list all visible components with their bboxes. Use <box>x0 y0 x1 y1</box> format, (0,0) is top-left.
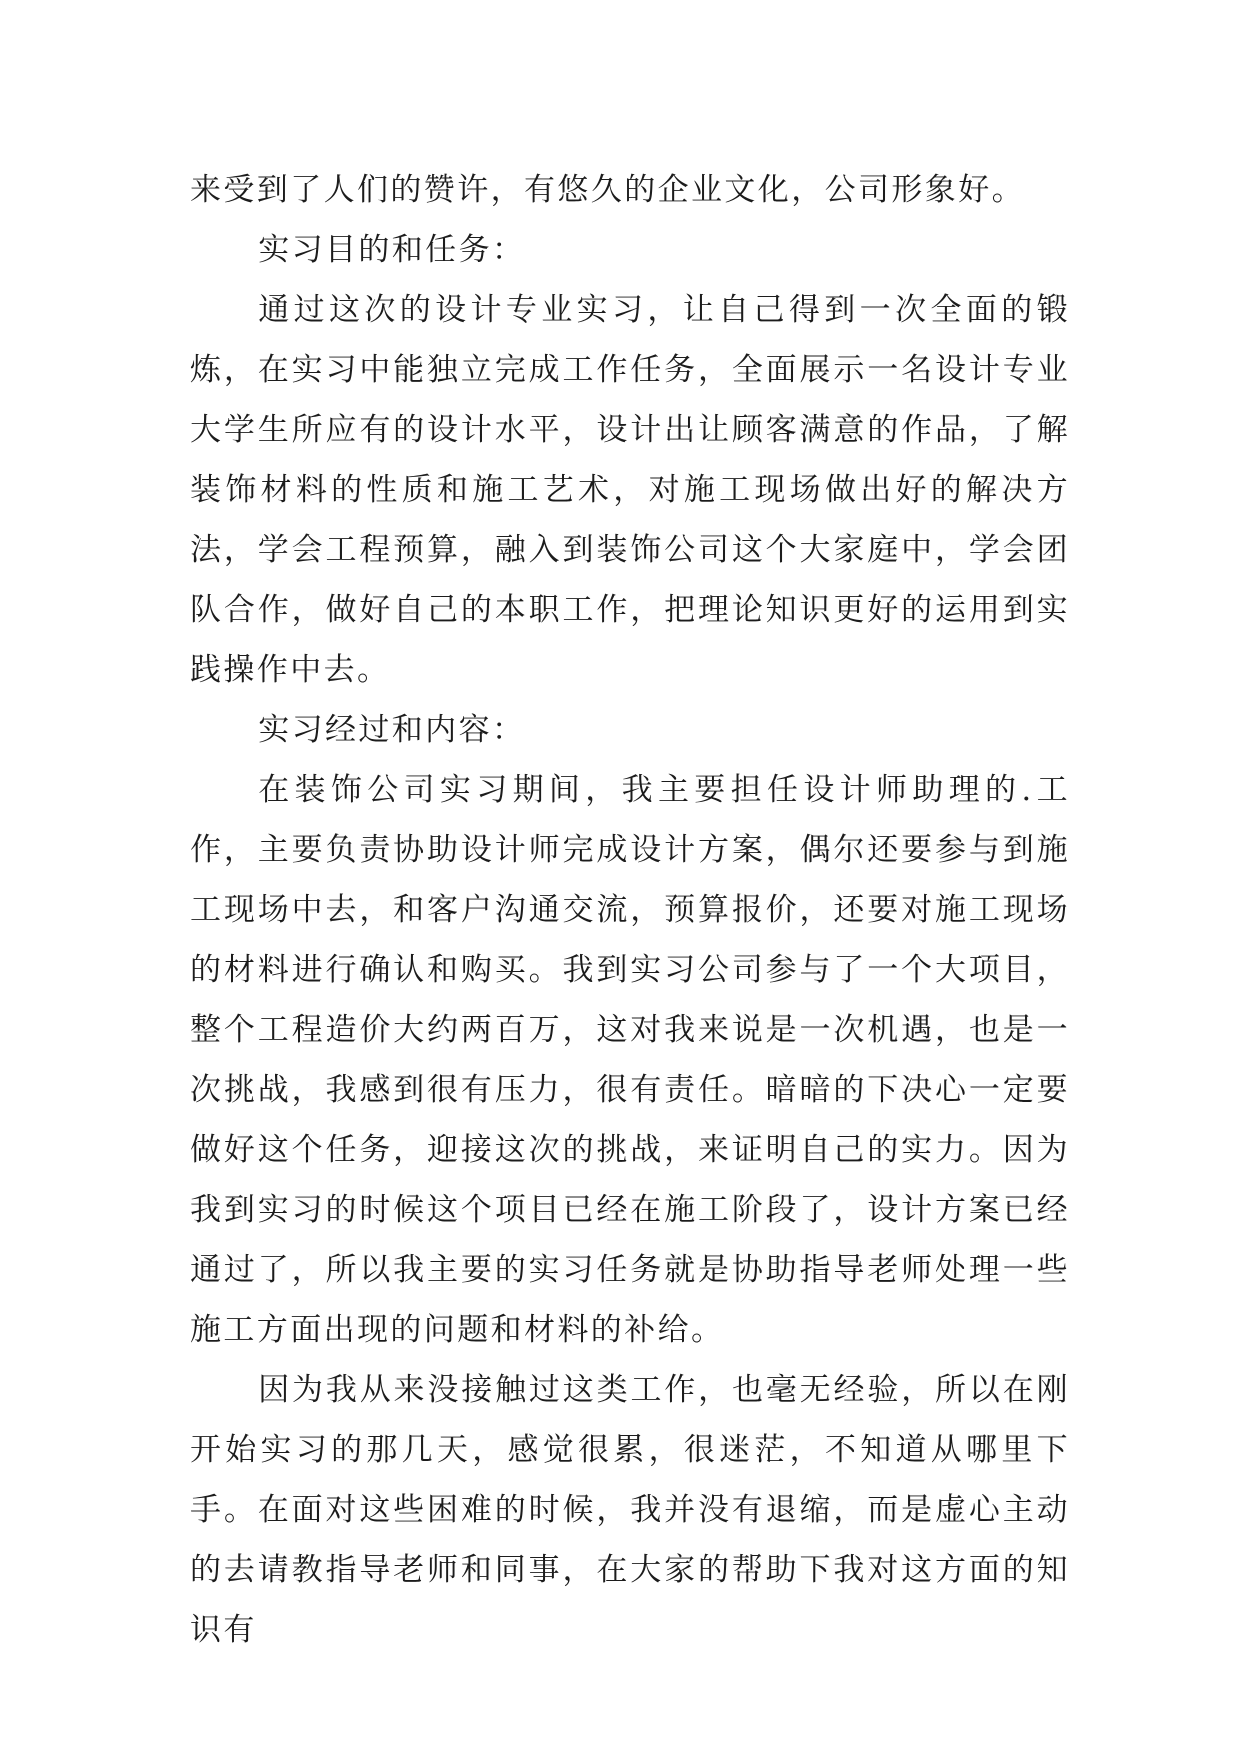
paragraph-purpose: 通过这次的设计专业实习，让自己得到一次全面的锻炼，在实习中能独立完成工作任务，全面展示一名设计专业大学生所应有的设计水平，设计出让顾客满意的作品，了解装饰材料的性质和施工艺术，对施工现场做出好的解决方法，学会工程预算，融入到装饰公司这个大家庭中，学会团队合作，做好自己的本职工作，把理论知识更好的运用到实践操作中去。 <box>190 292 1070 688</box>
section-heading-purpose: 实习目的和任务： <box>258 232 526 268</box>
paragraph-continuation: 来受到了人们的赞许，有悠久的企业文化，公司形象好。 <box>190 172 1025 208</box>
document-body <box>190 160 1070 1660</box>
paragraph-experience: 因为我从来没接触过这类工作，也毫无经验，所以在刚开始实习的那几天，感觉很累，很迷茫，不知道从哪里下手。在面对这些困难的时候，我并没有退缩，而是虚心主动的去请教指导老师和同事，在大家的帮助下我对这方面的知识有 <box>190 1372 1070 1648</box>
paragraph-process: 在装饰公司实习期间，我主要担任设计师助理的.工作，主要负责协助设计师完成设计方案，偶尔还要参与到施工现场中去，和客户沟通交流，预算报价，还要对施工现场的材料进行确认和购买。我到实习公司参与了一个大项目，整个工程造价大约两百万，这对我来说是一次机遇，也是一次挑战，我感到很有压力，很有责任。暗暗的下决心一定要做好这个任务，迎接这次的挑战，来证明自己的实力。因为我到实习的时候这个项目已经在施工阶段了，设计方案已经通过了，所以我主要的实习任务就是协助指导老师处理一些施工方面出现的问题和材料的补给。 <box>190 772 1070 1348</box>
section-heading-process: 实习经过和内容： <box>258 712 526 748</box>
